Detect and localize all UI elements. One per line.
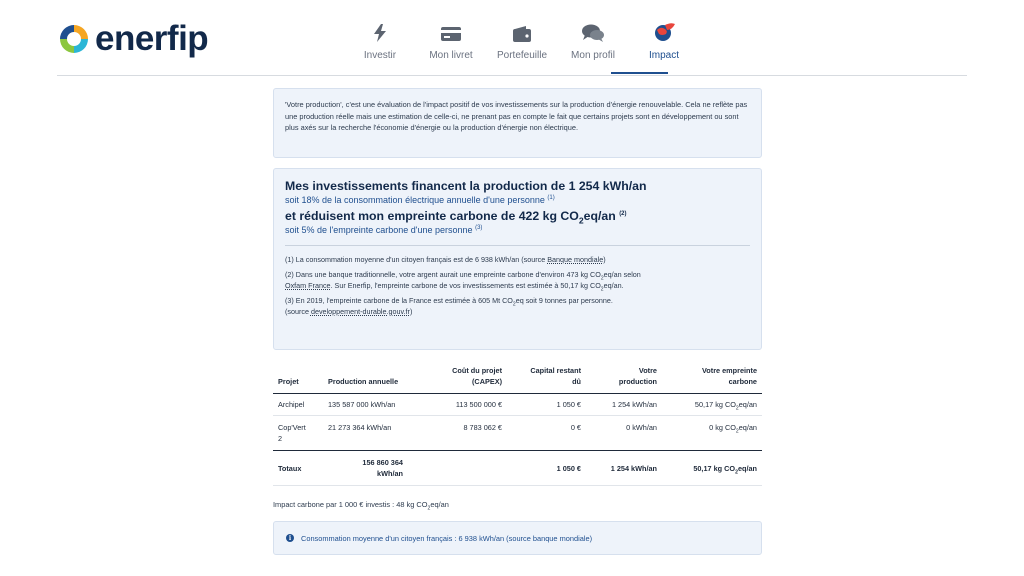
carbon-headline-unit: eq/an	[583, 209, 616, 223]
nav-item-mon-livret[interactable]	[416, 18, 486, 74]
footnote-3-text: (3) En 2019, l'empreinte carbone de la France est estimée à 605 Mt CO	[285, 296, 513, 305]
globe-icon	[653, 18, 675, 42]
carbon-impact-unit: eq/an	[430, 500, 449, 509]
carbon-headline	[285, 208, 750, 224]
main-nav	[345, 18, 700, 74]
footnote-2-text: (2) Dans une banque traditionnelle, votre argent aurait une empreinte carbone d'environ 473 kg CO	[285, 270, 601, 279]
cell-cout: 113 500 000 €	[455, 400, 502, 409]
cell-total-production-l1: 156 860 364	[362, 458, 403, 467]
cell-total-production	[323, 457, 408, 479]
lightning-icon	[373, 18, 387, 42]
wallet-icon	[513, 18, 531, 42]
nav-item-investir[interactable]	[345, 18, 415, 74]
nav-label: Investir	[363, 50, 397, 61]
nav-label: Portefeuille	[496, 50, 548, 61]
footnote-2-text-3: . Sur Enerfip, l'empreinte carbone de vos investissements est estimée à 50,17 kg CO	[330, 281, 601, 290]
footnote-ref-1: (1)	[547, 195, 555, 201]
footnote-3-text-2: eq soit 9 tonnes par personne.	[515, 296, 613, 305]
cell-capital: 0 €	[570, 423, 581, 432]
footnote-ref-2: (2)	[619, 210, 627, 217]
col-header-production: Production annuelle	[328, 377, 399, 386]
cell-empreinte-unit: eq/an	[738, 423, 757, 432]
cell-total-empreinte	[662, 463, 762, 474]
carbon-subline-text: soit 5% de l'empreinte carbone d'une personne	[285, 225, 473, 235]
co2-subscript: 2	[735, 405, 739, 412]
cell-empreinte-value: 0 kg CO	[709, 423, 736, 432]
cell-projet	[273, 422, 323, 444]
oxfam-france-link[interactable]: Oxfam France	[285, 281, 331, 290]
impact-summary-box	[273, 168, 762, 350]
co2-subscript: 2	[578, 215, 584, 226]
production-info-text: 'Votre production', c'est une évaluation de l'impact positif de vos investissements sur la production d'énergie renouvelable. Cela ne reflète pas une production réelle mais une estimation de celle-ci, ne prenant pas en compte le fait que certains projets sont en développement ou sont plus axés sur la recherche l'économie d'énergie ou la production d'énergie non électrique.	[285, 100, 748, 132]
header-divider	[57, 75, 967, 76]
col-header-cout	[408, 365, 507, 387]
footnote-3	[285, 295, 750, 317]
cell-total-production-l2: kWh/an	[377, 469, 403, 478]
consumption-text: Consommation moyenne d'un citoyen français : 6 938 kWh/an (source banque mondiale)	[301, 533, 593, 543]
cell-empreinte	[662, 399, 762, 410]
col-header-empreinte	[662, 365, 762, 387]
table-totals-row	[273, 450, 762, 486]
banque-mondiale-link[interactable]: Banque mondiale	[547, 255, 604, 264]
footnote-ref-3: (3)	[475, 225, 483, 231]
active-tab-indicator	[611, 72, 668, 74]
col-header-capital	[507, 365, 586, 387]
chat-bubbles-icon	[582, 18, 604, 42]
cell-empreinte-unit: eq/an	[738, 400, 757, 409]
cell-votre-production: 1 254 kWh/an	[611, 400, 657, 409]
carbon-impact-per-1000	[273, 500, 762, 512]
col-header-projet: Projet	[278, 377, 299, 386]
cell-projet-l2: 2	[278, 434, 283, 443]
footnote-1	[285, 254, 750, 265]
header	[0, 0, 1024, 76]
cell-totaux-label: Totaux	[278, 463, 302, 473]
col-header-cout-l2: (CAPEX)	[472, 377, 502, 386]
cell-projet: Archipel	[278, 400, 305, 409]
co2-subscript: 2	[735, 468, 738, 475]
co2-subscript: 2	[735, 428, 739, 435]
footnote-1-text: (1) La consommation moyenne d'un citoyen français est de 6 938 kWh/an (source	[285, 255, 548, 264]
footnote-3-source: (source	[285, 307, 311, 316]
cell-production: 21 273 364 kWh/an	[328, 423, 392, 432]
nav-item-portefeuille[interactable]	[487, 18, 557, 74]
col-header-votre-production-l2: production	[618, 377, 657, 386]
production-subline	[285, 194, 750, 206]
divider	[285, 245, 750, 246]
nav-label: Mon livret	[429, 50, 473, 61]
carbon-impact-text: Impact carbone par 1 000 € investis : 48 kg CO	[273, 500, 428, 509]
carbon-headline-text: et réduisent mon empreinte carbone de 422 kg CO	[285, 209, 579, 223]
cell-total-empreinte-unit: eq/an	[737, 463, 757, 473]
cell-empreinte	[662, 422, 762, 433]
co2-subscript: 2	[600, 275, 604, 282]
nav-label: Mon profil	[571, 50, 615, 61]
nav-label: Impact	[648, 50, 679, 61]
table-row	[273, 394, 762, 416]
enerfip-logo[interactable]	[57, 19, 209, 58]
developpement-durable-link[interactable]: developpement-durable.gouv.fr	[310, 307, 410, 316]
production-info-box	[273, 88, 762, 158]
col-header-empreinte-l2: carbone	[728, 377, 757, 386]
nav-item-mon-profil[interactable]	[558, 18, 628, 74]
nav-item-impact[interactable]	[629, 18, 699, 74]
card-icon	[441, 18, 461, 42]
info-icon: i	[286, 534, 294, 542]
production-headline: Mes investissements financent la production de 1 254 kWh/an	[285, 179, 647, 193]
cell-cout: 8 783 062 €	[463, 423, 502, 432]
cell-total-votre-production: 1 254 kWh/an	[610, 463, 657, 473]
co2-subscript: 2	[427, 505, 431, 512]
cell-total-capital: 1 050 €	[556, 463, 581, 473]
projects-table	[273, 362, 762, 486]
co2-subscript: 2	[512, 301, 516, 308]
table-row	[273, 416, 762, 450]
cell-votre-production: 0 kWh/an	[626, 423, 657, 432]
cell-production: 135 587 000 kWh/an	[328, 400, 396, 409]
co2-subscript: 2	[600, 286, 604, 293]
col-header-cout-l1: Coût du projet	[452, 366, 502, 375]
footnote-1-end: )	[603, 255, 606, 264]
cell-capital: 1 050 €	[556, 400, 581, 409]
footnote-2-text-2: eq/an selon	[603, 270, 641, 279]
enerfip-logo-icon	[57, 22, 91, 56]
col-header-votre-production-l1: Votre	[638, 366, 657, 375]
brand-name: enerfip	[95, 19, 209, 58]
production-subline-text: soit 18% de la consommation électrique annuelle d'une personne	[285, 195, 545, 205]
cell-total-empreinte-value: 50,17 kg CO	[693, 463, 736, 473]
col-header-votre-production	[586, 365, 662, 387]
footnote-2	[285, 269, 750, 291]
cell-projet-l1: Cop'Vert	[278, 423, 306, 432]
footnote-2-text-4: eq/an.	[603, 281, 624, 290]
table-header	[273, 362, 762, 394]
col-header-empreinte-l1: Votre empreinte	[701, 366, 757, 375]
consumption-info-box	[273, 521, 762, 555]
carbon-subline	[285, 224, 750, 236]
cell-empreinte-value: 50,17 kg CO	[694, 400, 736, 409]
col-header-capital-l1: Capital restant	[530, 366, 581, 375]
footnote-3-end: )	[409, 307, 413, 316]
col-header-capital-l2: dû	[572, 377, 581, 386]
